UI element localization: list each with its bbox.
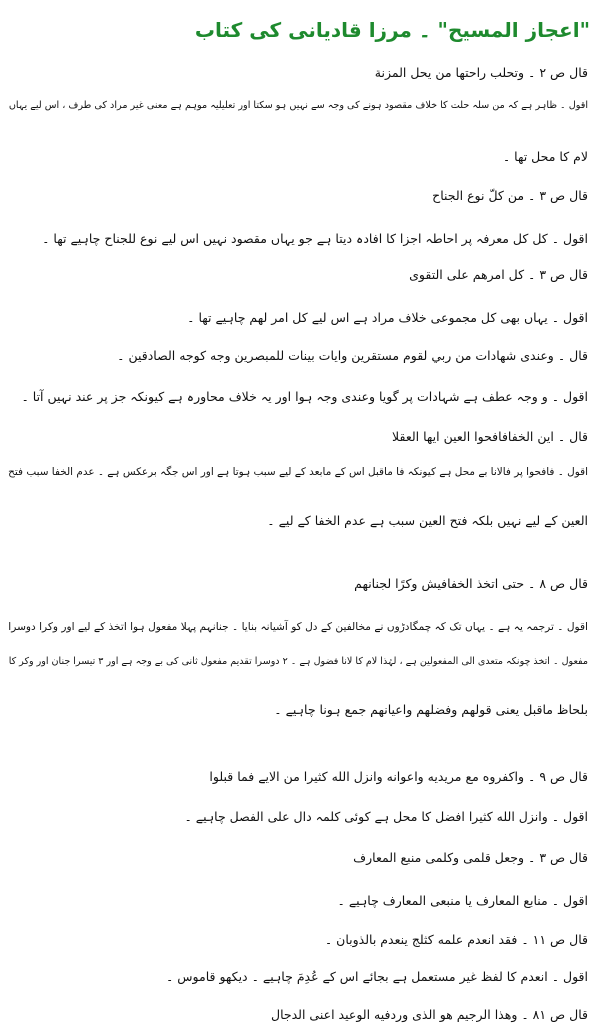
text-line: قال ص ٨ ۔ حتى اتخذ الخفافيش وكرًا لجنانهم <box>354 576 588 591</box>
text-line: قال ۔ وعندى شهادات من ربي لقوم مستقرين وايات بينات للمبصرين وجه كوجه الصادقين ۔ <box>117 348 588 363</box>
text-line: لام کا محل تھا ۔ <box>502 149 588 164</box>
text-line: اقول ۔ کل کل معرفہ پر احاطہ اجزا کا افادہ دیتا ہے جو یہاں مقصود نہیں اس لیے نوع للجناح چاہیے تھا ۔ <box>42 231 588 246</box>
text-line: قال ص ٢ ۔ وتحلب راحتها من يحل المزنة <box>374 65 588 80</box>
page-title: "اعجاز المسیح" ۔ مرزا قادیانی کی کتاب <box>194 18 590 42</box>
text-line: قال ۔ اين الخفافافحوا العين ايها العقلا <box>392 429 588 444</box>
text-line: اقول ۔ منابع المعارف يا منبعى المعارف چاہیے ۔ <box>337 893 588 908</box>
text-line: بلحاظ ماقبل یعنی قولهم وفضلهم واعيانهم جمع ہونا چاہیے ۔ <box>274 702 588 717</box>
text-line: قال ص ١١ ۔ فقد انعدم علمه كثلج ينعدم بالذوبان ۔ <box>324 932 588 947</box>
text-line: اقول ۔ و وجہ عطف ہے شہادات پر گویا وعندی وجہ ہوا اور یہ خلاف محاورہ ہے کیونکہ جز پر عند نہیں آتا ۔ <box>21 389 588 404</box>
text-line: اقول ۔ ظاہر ہے کہ من سلہ حلت کا خلاف مقصود ہونے کی وجہ سے نہیں ہو سکتا اور تعلیلیہ موہم ہے معنی غیر مراد کی طرف ، اس لیے یہاں <box>8 100 588 111</box>
text-line: اقول ۔ انعدم کا لفظ غیر مستعمل ہے بجائے اس کے عُدِمَ چاہیے ۔ دیکھو قاموس ۔ <box>165 969 588 984</box>
text-line: قال ص ٣ ۔ من كلّ نوع الجناح <box>432 188 588 203</box>
text-line: اقول ۔ وانزل الله كثيرا افضل کا محل ہے کوئی کلمہ دال علی الفصل چاہیے ۔ <box>184 809 588 824</box>
text-line: قال ص ٣ ۔ كل امرهم على التقوى <box>409 267 588 282</box>
text-line: العین کے لیے نہیں بلکہ فتح العین سبب ہے عدم الخفا کے لیے ۔ <box>267 513 588 528</box>
text-line: قال ص ٨١ ۔ وهذا الرجيم هو الذى وردفيه الوعيد اعنى الدجال <box>271 1007 588 1022</box>
text-line: قال ص ٣ ۔ وجعل قلمى وكلمى منبع المعارف <box>353 850 588 865</box>
text-line: مفعول ۔ اتخذ چونکہ متعدی الی المفعولین ہے ، لہٰذا لام کا لانا فضول ہے ۔ ٢ دوسرا تقدیم مفعول ثانی کی بے وجہ ہے اور ٣ تیسرا جنان اور وکر کا <box>8 656 588 667</box>
text-line: اقول ۔ ترجمہ یہ ہے ۔ یہاں تک کہ چمگادڑوں نے مخالفین کے دل کو آشیانہ بنایا ۔ جنانہم پہلا مفعول ہوا اتخذ کے لیے اور وکرا دوسرا <box>8 621 588 633</box>
text-line: قال ص ٩ ۔ واكفروه مع مريديه واعوانه وانزل الله كثيرا من الايے فما قبلوا <box>209 769 588 784</box>
text-line: اقول ۔ یہاں بھی کل مجموعی خلاف مراد ہے اس لیے کل امر لهم چاہیے تھا ۔ <box>187 310 588 325</box>
text-line: اقول ۔ فافحوا پر فالانا بے محل ہے کیونکہ فا ماقبل اس کے مابعد کے لیے سبب ہوتا ہے اور اس جگہ برعکس ہے ۔ عدم الخفا سبب فتح <box>8 466 588 478</box>
